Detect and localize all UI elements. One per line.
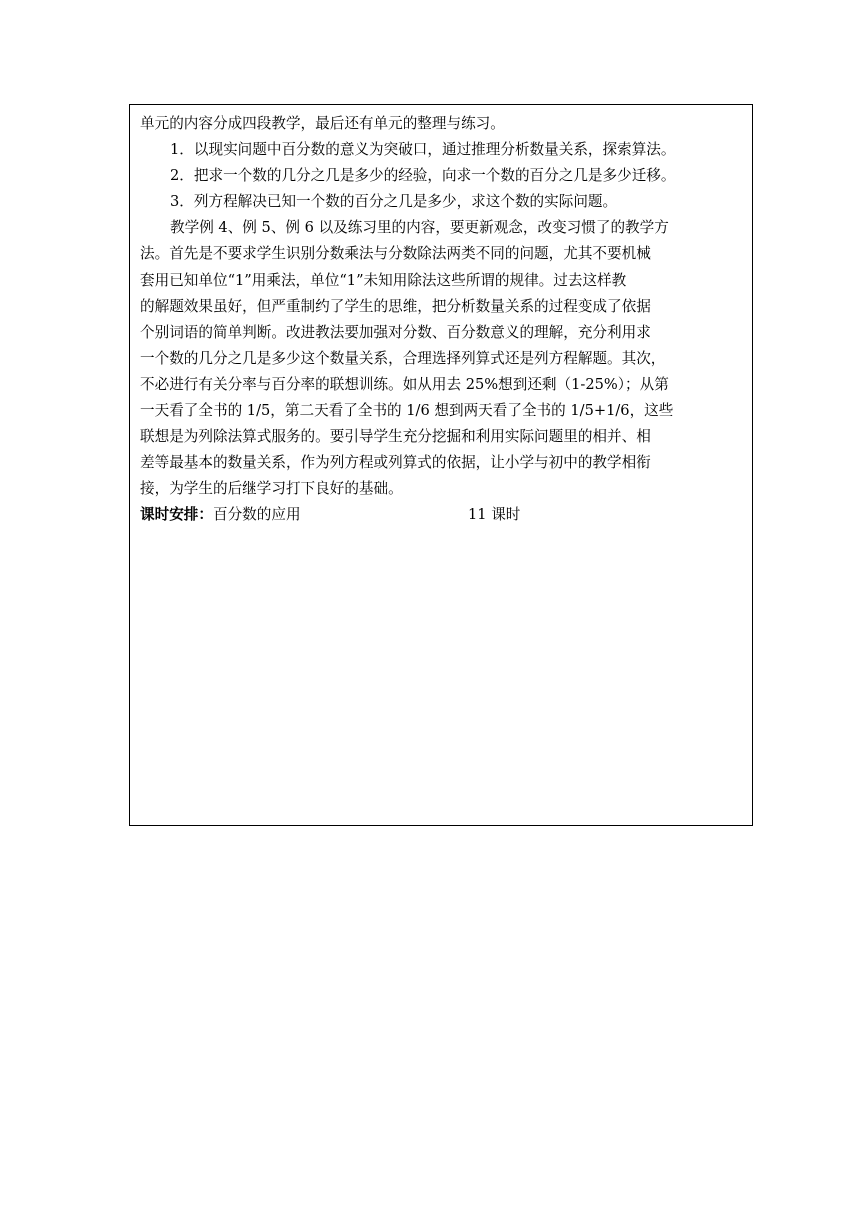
text-line: 套用已知单位“1”用乘法，单位“1”未知用除法这些所谓的规律。过去这样教 — [140, 271, 627, 289]
schedule-hours: 11 课时 — [468, 506, 521, 524]
text-line: 3．列方程解决已知一个数的百分之几是多少，求这个数的实际问题。 — [170, 193, 618, 211]
schedule-label: 课时安排： — [140, 506, 213, 524]
text-line: 不必进行有关分率与百分率的联想训练。如从用去 25%想到还剩（1-25%）；从第 — [140, 375, 669, 393]
text-line: 一天看了全书的 1/5，第二天看了全书的 1/6 想到两天看了全书的 1/5+1/6，这些 — [140, 402, 674, 420]
text-line: 一个数的几分之几是多少这个数量关系，合理选择列算式还是列方程解题。其次， — [140, 349, 666, 367]
objective-item-2 — [140, 163, 746, 189]
text-line: 联想是为列除法算式服务的。要引导学生充分挖掘和利用实际问题里的相并、相 — [140, 428, 651, 446]
text-line: 单元的内容分成四段教学，最后还有单元的整理与练习。 — [140, 115, 505, 132]
lesson-plan-content — [140, 111, 746, 529]
teaching-note-paragraph — [140, 215, 746, 502]
text-line: 个别词语的简单判断。改进教法要加强对分数、百分数意义的理解，充分利用求 — [140, 323, 651, 341]
text-line: 法。首先是不要求学生识别分数乘法与分数除法两类不同的问题，尤其不要机械 — [140, 245, 651, 263]
class-hour-schedule — [140, 502, 746, 528]
text-line: 的解题效果虽好，但严重制约了学生的思维，把分析数量关系的过程变成了依据 — [140, 297, 651, 315]
intro-paragraph — [140, 111, 746, 137]
text-line: 1．以现实问题中百分数的意义为突破口，通过推理分析数量关系，探索算法。 — [170, 141, 676, 159]
text-line: 教学例 4、例 5、例 6 以及练习里的内容，要更新观念，改变习惯了的教学方 — [170, 219, 669, 237]
text-line: 2．把求一个数的几分之几是多少的经验，向求一个数的百分之几是多少迁移。 — [170, 167, 676, 185]
objective-item-3 — [140, 189, 746, 215]
text-line: 差等最基本的数量关系，作为列方程或列算式的依据，让小学与初中的教学相衔 — [140, 454, 651, 472]
schedule-topic: 百分数的应用 — [212, 506, 301, 524]
objective-item-1 — [140, 137, 746, 163]
text-line: 接，为学生的后继学习打下良好的基础。 — [140, 480, 403, 498]
lesson-plan-box — [129, 104, 753, 826]
